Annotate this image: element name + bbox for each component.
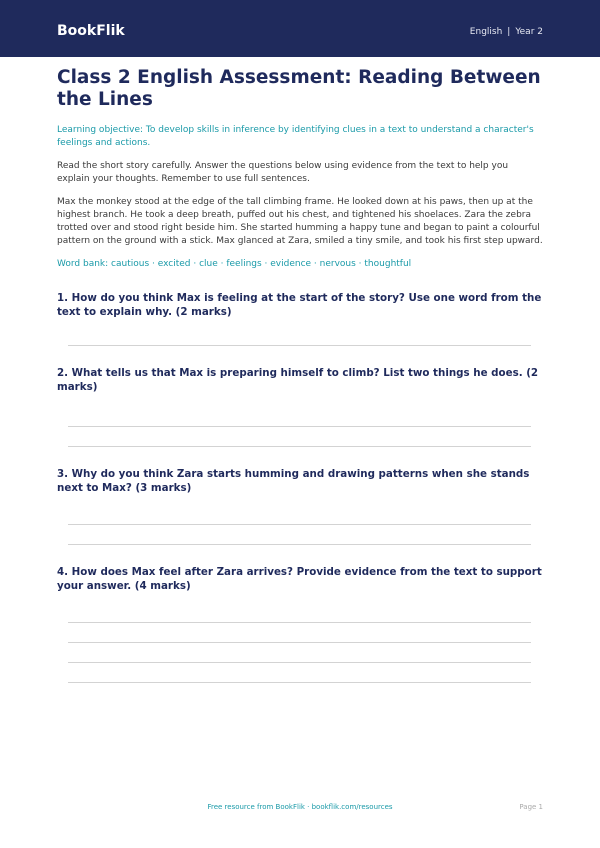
question-3-text: 3. Why do you think Zara starts humming and drawing patterns when she stands next to Max? (3 marks) <box>57 468 530 494</box>
worksheet-body <box>57 67 543 683</box>
answer-line[interactable] <box>68 682 531 683</box>
answer-line[interactable] <box>68 544 531 545</box>
question-1 <box>57 291 543 346</box>
answer-line[interactable] <box>68 622 531 623</box>
story-text: Max the monkey stood at the edge of the tall climbing frame. He looked down at his paws, then up at the highest branch. He took a deep breath, puffed out his chest, and tightened his shoelaces. Zara the zebra trotted over and stood right beside him. She started humming a happy tune and began to paint a colourful pattern on the ground with a stick. Max glanced at Zara, smiled a tiny smile, and took his first step upward. <box>57 197 543 246</box>
instructions: Read the short story carefully. Answer the questions below using evidence from the text to help you explain your thoughts. Remember to use full sentences. <box>57 161 509 184</box>
question-4 <box>57 565 543 683</box>
page-footer <box>0 803 600 817</box>
header-meta <box>470 27 543 37</box>
page-number: Page 1 <box>519 803 543 811</box>
brand-logo[interactable]: BookFlik <box>57 23 125 39</box>
page-header <box>0 0 600 57</box>
learning-objective: Learning objective: To develop skills in inference by identifying clues in a text to understand a character's feelings and actions. <box>57 125 534 148</box>
meta-separator: | <box>507 27 511 37</box>
word-bank: Word bank: cautious · excited · clue · feelings · evidence · nervous · thoughtful <box>57 259 412 269</box>
answer-line[interactable] <box>68 524 531 525</box>
question-4-text: 4. How does Max feel after Zara arrives? Provide evidence from the text to support your answer. (4 marks) <box>57 566 542 592</box>
question-1-text: 1. How do you think Max is feeling at the start of the story? Use one word from the text to explain why. (2 marks) <box>57 292 542 318</box>
page-title: Class 2 English Assessment: Reading Between the Lines <box>57 67 541 110</box>
question-2 <box>57 366 543 447</box>
answer-line[interactable] <box>68 642 531 643</box>
answer-line[interactable] <box>68 426 531 427</box>
question-3 <box>57 467 543 545</box>
year-label: Year 2 <box>515 27 543 37</box>
answer-line[interactable] <box>68 345 531 346</box>
subject-label: English <box>469 27 503 37</box>
answer-line[interactable] <box>68 662 531 663</box>
answer-line[interactable] <box>68 446 531 447</box>
footer-link[interactable]: Free resource from BookFlik · bookflik.com/resources <box>207 803 393 811</box>
question-2-text: 2. What tells us that Max is preparing himself to climb? List two things he does. (2 marks) <box>57 367 539 393</box>
